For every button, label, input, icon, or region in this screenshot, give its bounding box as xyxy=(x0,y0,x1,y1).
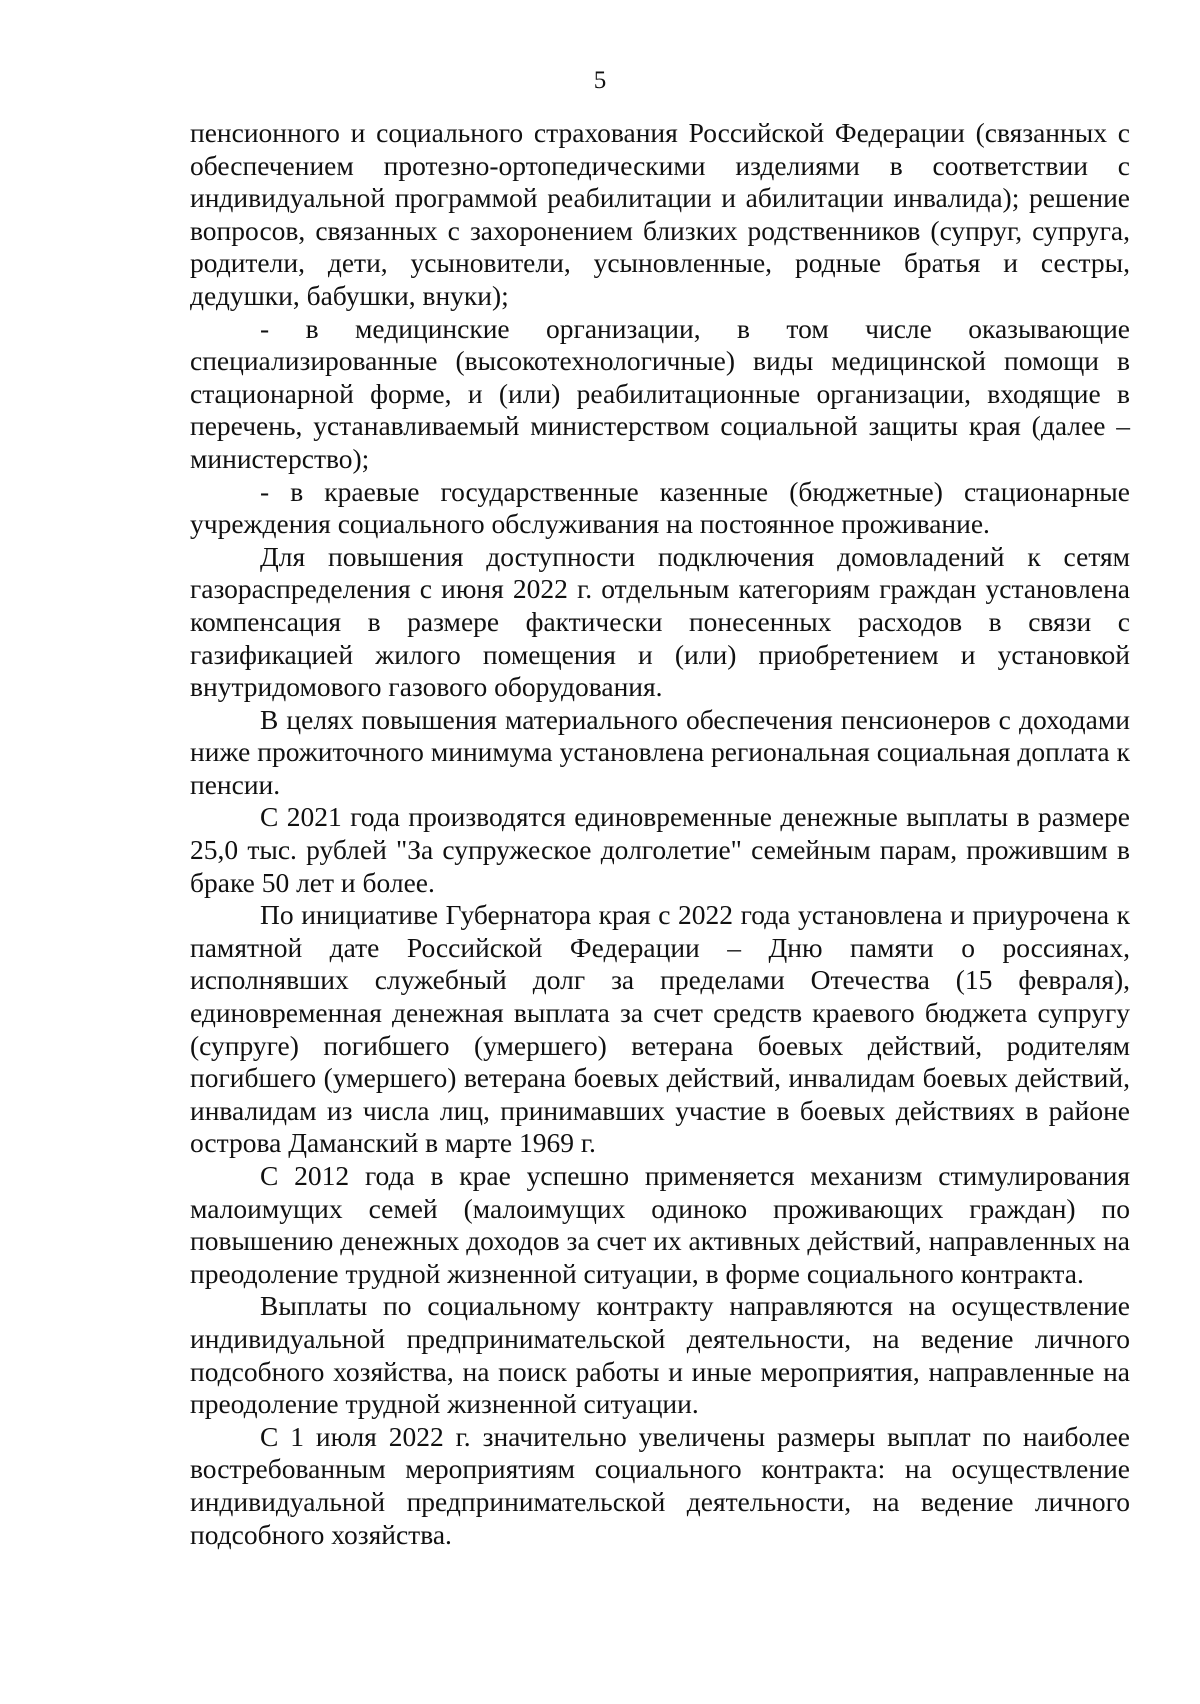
paragraph-pension-supplement: В целях повышения материального обеспечения пенсионеров с доходами ниже прожиточного минимума установлена региональная социальная доплата к пенсии. xyxy=(190,703,1130,800)
paragraph-payment-increase: С 1 июля 2022 г. значительно увеличены размеры выплат по наиболее востребованным мероприятиям социального контракта: на осуществление индивидуальной предпринимательской деятельности, на ведение личного подсобного хозяйства. xyxy=(190,1420,1130,1550)
paragraph-gas-compensation: Для повышения доступности подключения домовладений к сетям газораспределения с июня 2022 г. отдельным категориям граждан установлена компенсация в размере фактически понесенных расходов в связи с газификацией жилого помещения и (или) приобретением и установкой внутридомового газового оборудования. xyxy=(190,540,1130,703)
paragraph-continuation: пенсионного и социального страхования Российской Федерации (связанных с обеспечением протезно-ортопедическими изделиями в соответствии с индивидуальной программой реабилитации и абилитации инвалида); решение вопросов, связанных с захоронением близких родственников (супруг, супруга, родители, дети, усыновители, усыновленные, родные братья и сестры, дедушки, бабушки, внуки); xyxy=(190,117,1130,311)
paragraph-social-contract-mechanism: С 2012 года в крае успешно применяется механизм стимулирования малоимущих семей (малоимущих одиноко проживающих граждан) по повышению денежных доходов за счет их активных действий, направленных на преодоление трудной жизненной ситуации, в форме социального контракта. xyxy=(190,1160,1130,1289)
document-body xyxy=(190,117,1130,1551)
paragraph-marital-longevity: С 2021 года производятся единовременные денежные выплаты в размере 25,0 тыс. рублей "За супружеское долголетие" семейным парам, прожившим в браке 50 лет и более. xyxy=(190,801,1130,898)
paragraph-governor-initiative: По инициативе Губернатора края с 2022 года установлена и приурочена к памятной дате Российской Федерации – Дню памяти о россиянах, исполнявших служебный долг за пределами Отечества (15 февраля), единовременная денежная выплата за счет средств краевого бюджета супругу (супруге) погибшего (умершего) ветерана боевых действий, родителям погибшего (умершего) ветерана боевых действий, инвалидам боевых действий, инвалидам из числа лиц, принимавших участие в боевых действиях в районе острова Даманский в марте 1969 г. xyxy=(190,899,1130,1159)
paragraph-medical-organizations: - в медицинские организации, в том числе оказывающие специализированные (высокотехнологичные) виды медицинской помощи в стационарной форме, и (или) реабилитационные организации, входящие в перечень, устанавливаемый министерством социальной защиты края (далее – министерство); xyxy=(190,312,1130,474)
paragraph-social-institutions: - в краевые государственные казенные (бюджетные) стационарные учреждения социального обслуживания на постоянное проживание. xyxy=(190,475,1130,540)
page-number: 5 xyxy=(593,67,607,94)
paragraph-social-contract-payments: Выплаты по социальному контракту направляются на осуществление индивидуальной предпринимательской деятельности, на ведение личного подсобного хозяйства, на поиск работы и иные мероприятия, направленные на преодоление трудной жизненной ситуации. xyxy=(190,1290,1130,1420)
